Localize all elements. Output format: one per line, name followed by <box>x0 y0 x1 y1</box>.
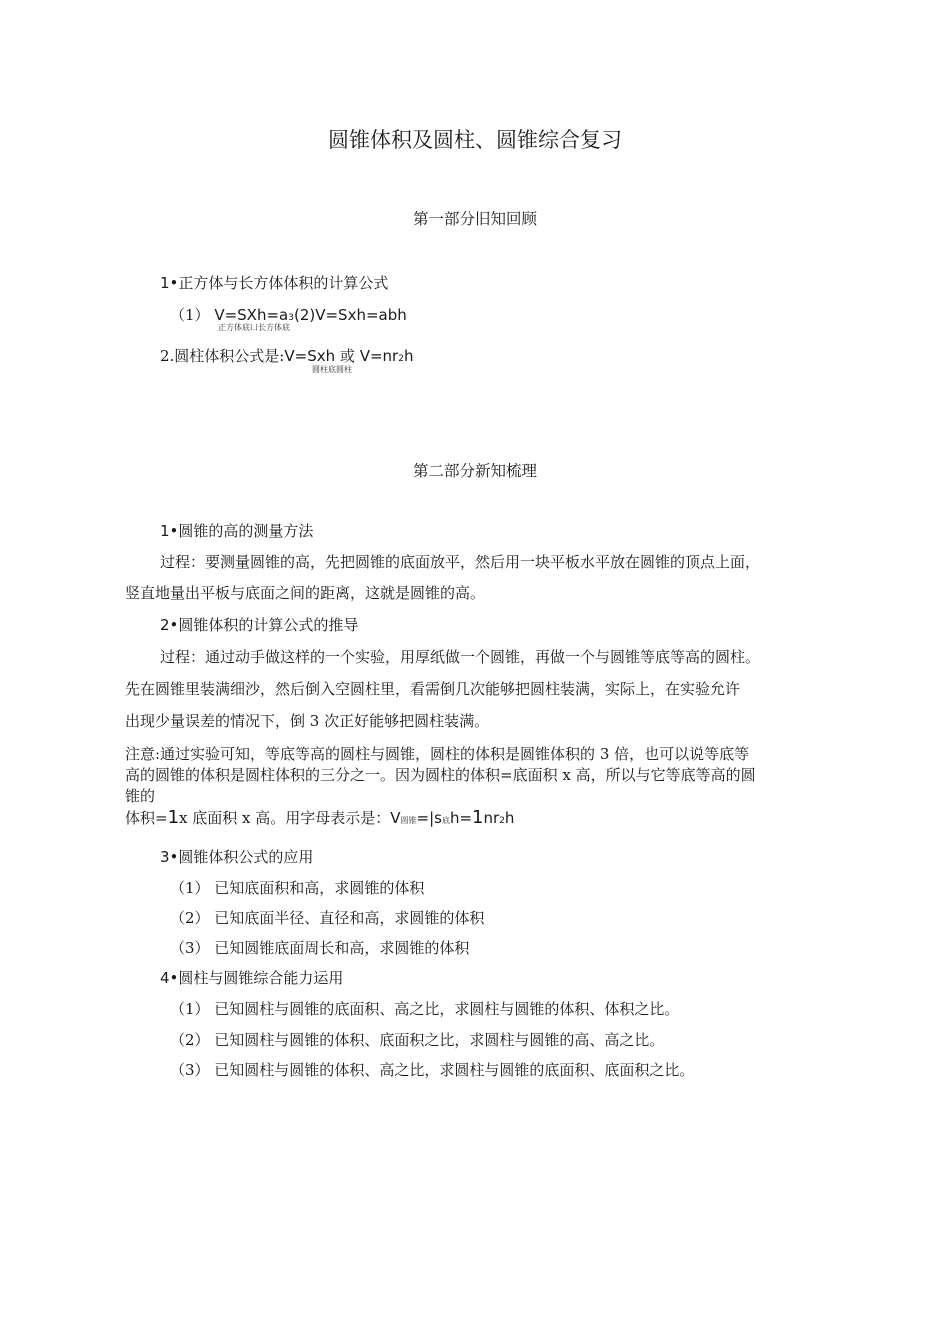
part2-item2 <box>160 614 358 635</box>
formula-fraction: 1 <box>167 807 180 828</box>
item-text: 圆锥体积公式的应用 <box>178 848 314 866</box>
item-text: 圆柱与圆锥综合能力运用 <box>178 969 344 987</box>
list-item: （3） 已知圆锥底面周长和高，求圆锥的体积 <box>170 939 470 957</box>
item-text: 圆锥体积的计算公式的推导 <box>178 616 359 634</box>
formula2-subscript: 圆柱底圆柱 <box>312 365 352 374</box>
bullet-icon: • <box>169 274 179 292</box>
bullet-icon: • <box>169 969 179 987</box>
bullet-icon: • <box>169 848 179 866</box>
formula-v: V <box>390 809 401 827</box>
formula-part-c: h <box>403 347 414 365</box>
item-text: 正方体与长方体体积的计算公式 <box>178 274 389 292</box>
item-number: 1 <box>160 274 170 292</box>
paragraph-line: 先在圆锥里装满细沙，然后倒入空圆柱里，看需倒几次能够把圆柱装满，实际上，在实验允许 <box>125 680 741 698</box>
part1-heading: 第一部分旧知回顾 <box>412 210 537 228</box>
list-item: （1） 已知底面积和高，求圆锥的体积 <box>170 879 425 897</box>
document-title: 圆锥体积及圆柱、圆锥综合复习 <box>328 128 622 152</box>
formula-text: 体积= <box>125 809 168 827</box>
formula-subscript: 圆锥 <box>400 816 417 825</box>
note-line: 注意:通过实验可知，等底等高的圆柱与圆锥，圆柱的体积是圆锥体积的 3 倍，也可以说等底等 <box>125 745 750 763</box>
part1-item2 <box>160 345 413 366</box>
formula-exponent: 2 <box>499 816 505 826</box>
part2-heading: 第二部分新知梳理 <box>412 462 537 480</box>
paragraph-line: 竖直地量出平板与底面之间的距离，这就是圆锥的高。 <box>125 584 486 602</box>
formula-text: x 底面积 x 高。用字母表示是： <box>179 809 391 827</box>
item-text: 圆锥的高的测量方法 <box>178 522 314 540</box>
formula-part-a: V=Sxh <box>284 347 336 365</box>
formula-subscript: 底 <box>441 816 450 825</box>
cone-volume-formula <box>125 807 514 828</box>
part2-item1 <box>160 520 313 541</box>
formula-text: h <box>504 809 515 827</box>
list-item: （2） 已知底面半径、直径和高，求圆锥的体积 <box>170 909 485 927</box>
formula1-subscript: 正方体底⼐长方体底 <box>218 323 290 332</box>
paragraph-line: 出现少量误差的情况下，倒 3 次正好能够把圆柱装满。 <box>125 712 490 730</box>
formula-text: h= <box>449 809 473 827</box>
formula-fraction: 1 <box>472 807 484 828</box>
formula-part-b: V=nr <box>359 347 399 365</box>
list-item: （1） 已知圆柱与圆锥的底面积、高之比，求圆柱与圆锥的体积、体积之比。 <box>170 1000 680 1018</box>
item-number: 2 <box>160 616 170 634</box>
formula-exponent: 2 <box>398 354 404 364</box>
bullet-icon: • <box>169 522 179 540</box>
formula-text: nr <box>483 809 500 827</box>
formula-part-b: (2)V=Sxh=abh <box>293 306 407 324</box>
item-number: 4 <box>160 969 170 987</box>
item-number: 1 <box>160 522 170 540</box>
item-number: 3 <box>160 848 170 866</box>
list-item: （3） 已知圆柱与圆锥的体积、高之比，求圆柱与圆锥的底面积、底面积之比。 <box>170 1061 695 1079</box>
part2-item4 <box>160 967 343 988</box>
formula-or: 或 <box>339 347 355 365</box>
item-text: 2.圆柱体积公式是: <box>160 347 285 365</box>
part2-item3 <box>160 846 313 867</box>
note-line: 高的圆锥的体积是圆柱体积的三分之一。因为圆柱的体积=底面积 x 高，所以与它等底等高的圆 <box>125 766 756 784</box>
paragraph-line: 过程：要测量圆锥的高，先把圆锥的底面放平，然后用一块平板水平放在圆锥的顶点上面， <box>160 553 761 571</box>
note-line: 锥的 <box>125 787 156 805</box>
formula-exponent: 3 <box>288 313 294 323</box>
part1-item1 <box>160 272 388 293</box>
paragraph-line: 过程：通过动手做这样的一个实验，用厚纸做一个圆锥，再做一个与圆锥等底等高的圆柱。 <box>160 648 761 666</box>
formula-prefix: （1） <box>170 306 210 324</box>
bullet-icon: • <box>169 616 179 634</box>
list-item: （2） 已知圆柱与圆锥的体积、底面积之比，求圆柱与圆锥的高、高之比。 <box>170 1031 665 1049</box>
formula-text: =|s <box>416 809 442 827</box>
formula-part-a: V=SXh=a <box>214 306 289 324</box>
